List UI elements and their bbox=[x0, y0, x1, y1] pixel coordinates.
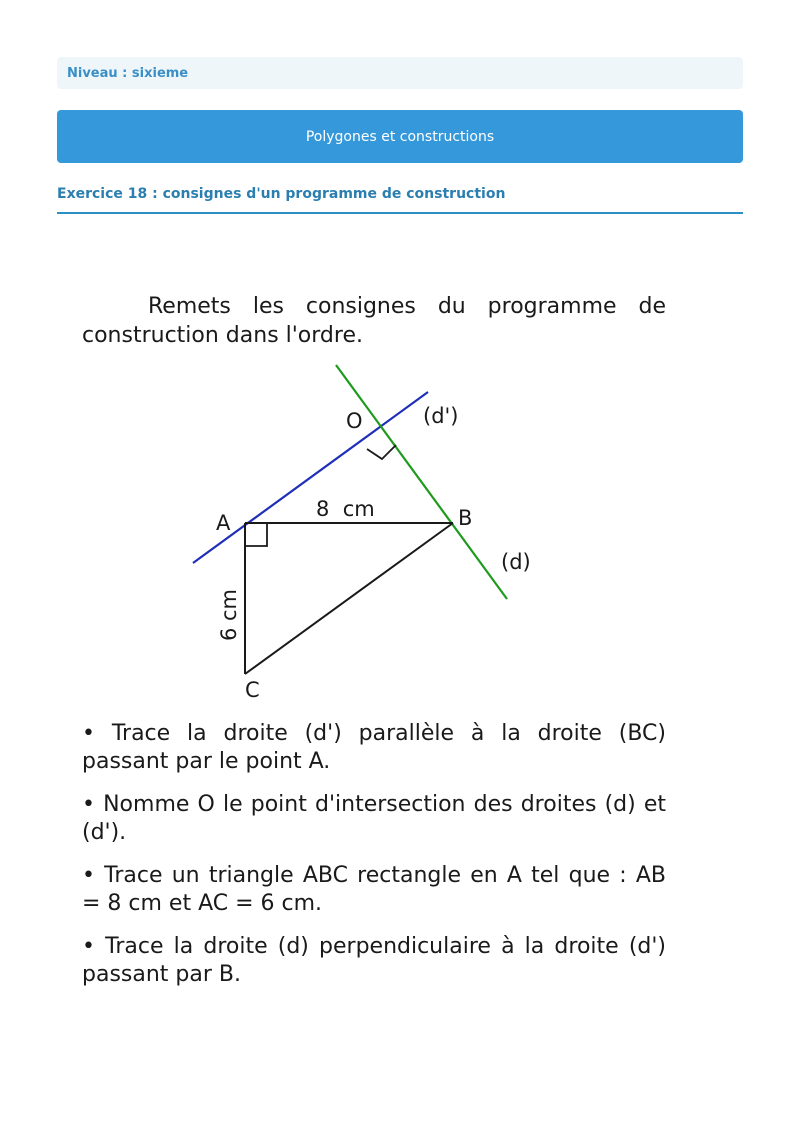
step-item: • Trace la droite (d) perpendiculaire à la droite (d') passant par B. bbox=[82, 934, 666, 987]
segment-bc bbox=[245, 523, 453, 674]
label-line-d: (d) bbox=[501, 550, 531, 574]
figure-svg bbox=[180, 360, 540, 705]
label-length-ab: 8 cm bbox=[316, 497, 375, 521]
construction-steps bbox=[82, 720, 666, 1004]
level-bar bbox=[57, 57, 743, 89]
step-item: • Nomme O le point d'intersection des droites (d) et (d'). bbox=[82, 792, 666, 845]
chapter-title-bar bbox=[57, 110, 743, 163]
label-line-d-prime: (d') bbox=[423, 404, 459, 428]
instruction-text: Remets les consignes du programme de construction dans l'ordre. bbox=[82, 294, 666, 348]
construction-figure bbox=[180, 360, 540, 705]
line-d-prime bbox=[193, 392, 428, 563]
chapter-title: Polygones et constructions bbox=[305, 128, 495, 145]
label-length-ac: 6 cm bbox=[217, 588, 241, 642]
line-d bbox=[336, 365, 507, 599]
exercise-content bbox=[82, 292, 666, 350]
exercise-title: Exercice 18 : consignes d'un programme de construction bbox=[57, 186, 743, 214]
label-point-a: A bbox=[216, 511, 231, 535]
right-angle-mark-o bbox=[367, 445, 396, 459]
right-angle-mark-a bbox=[245, 523, 267, 546]
step-item: • Trace un triangle ABC rectangle en A tel que : AB = 8 cm et AC = 6 cm. bbox=[82, 863, 666, 916]
label-point-o: O bbox=[346, 409, 363, 433]
level-label: Niveau : sixieme bbox=[67, 65, 189, 81]
step-item: • Trace la droite (d') parallèle à la droite (BC) passant par le point A. bbox=[82, 721, 666, 774]
label-point-b: B bbox=[458, 506, 473, 530]
label-point-c: C bbox=[245, 678, 260, 702]
